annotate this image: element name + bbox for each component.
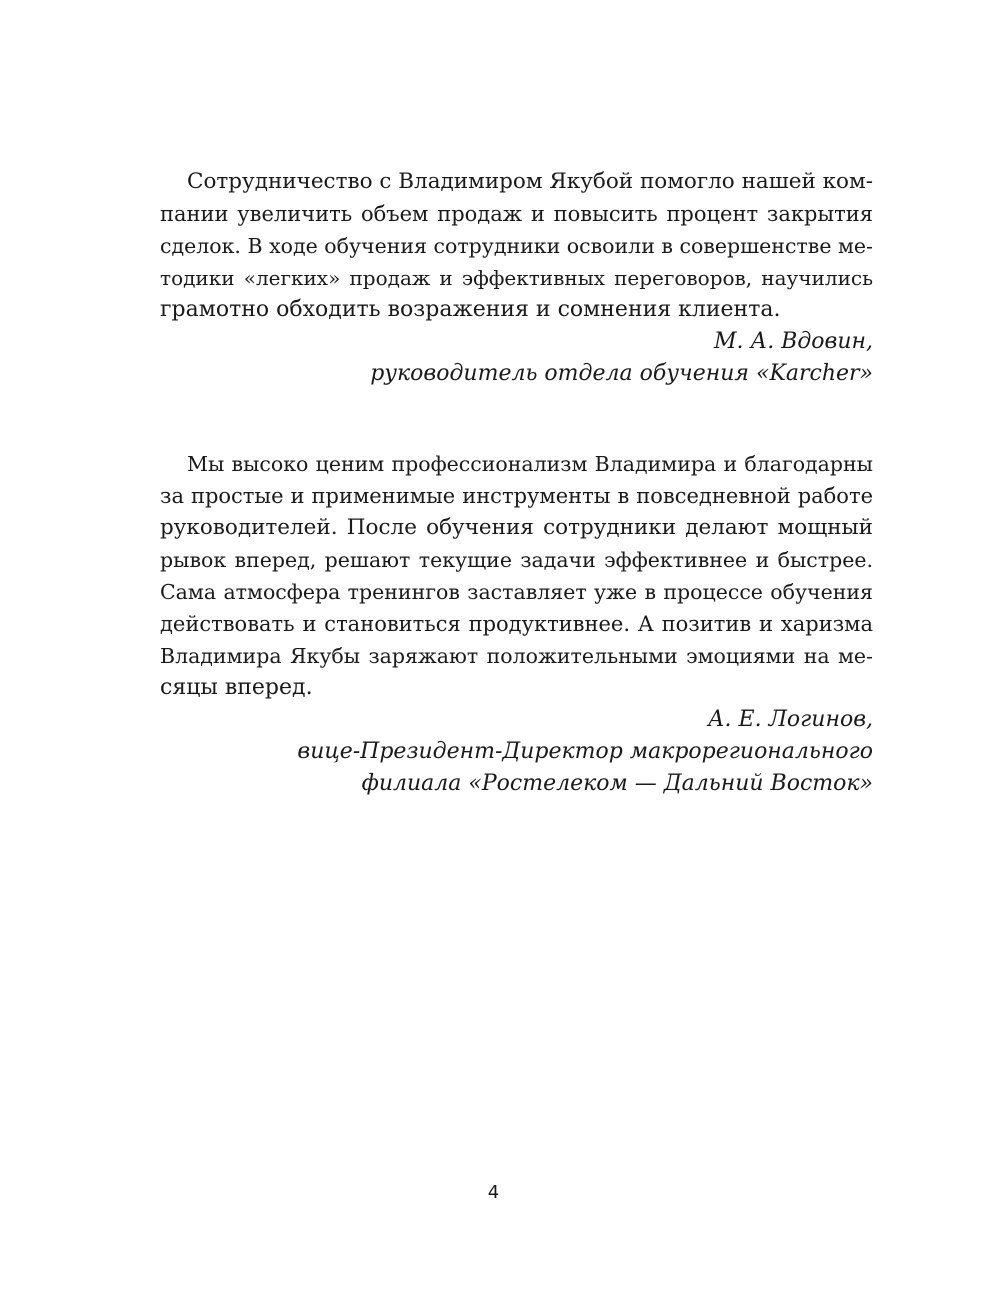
testimonial-loginov (160, 448, 873, 800)
testimonial-text-line: сделок. В ходе обучения сотрудники освоили в совершенстве ме- (160, 234, 873, 258)
testimonial-text-line: руководителей. После обучения сотрудники делают мощный (160, 515, 873, 540)
testimonial-text-line: пании увеличить объем продаж и повысить процент закрытия (160, 202, 873, 226)
testimonial-text-line: Владимира Якубы заряжают положительными эмоциями на ме- (160, 644, 873, 668)
testimonial-text-line: действовать и становиться продуктивнее. А позитив и харизма (160, 612, 873, 636)
testimonial-text-line: за простые и применимые инструменты в повседневной работе (160, 484, 873, 508)
testimonial-author-position: вице-Президент-Директор макрорегионального (297, 739, 873, 764)
testimonial-vdovin (160, 166, 873, 390)
testimonial-author: А. Е. Логинов, (707, 707, 873, 732)
testimonial-text-line: Мы высоко ценим профессионализм Владимира и благодарны (187, 452, 873, 476)
testimonial-author-position: филиала «Ростелеком — Дальний Восток» (361, 771, 873, 796)
testimonial-text-line: сяцы вперед. (160, 675, 313, 700)
testimonial-text-line: рывок вперед, решают текущие задачи эффективнее и быстрее. (160, 548, 873, 572)
testimonial-text-line: тодики «легких» продаж и эффективных переговоров, научились (160, 266, 873, 290)
page-number: 4 (487, 1182, 500, 1203)
testimonial-text-line: Сама атмосфера тренингов заставляет уже в процессе обучения (160, 580, 873, 604)
testimonial-text-line: Сотрудничество с Владимиром Якубой помогло нашей ком- (187, 169, 873, 194)
testimonial-text-line: грамотно обходить возражения и сомнения клиента. (160, 297, 781, 322)
testimonial-author-position: руководитель отдела обучения «Karcher» (370, 361, 873, 386)
testimonial-author: М. А. Вдовин, (714, 329, 873, 354)
